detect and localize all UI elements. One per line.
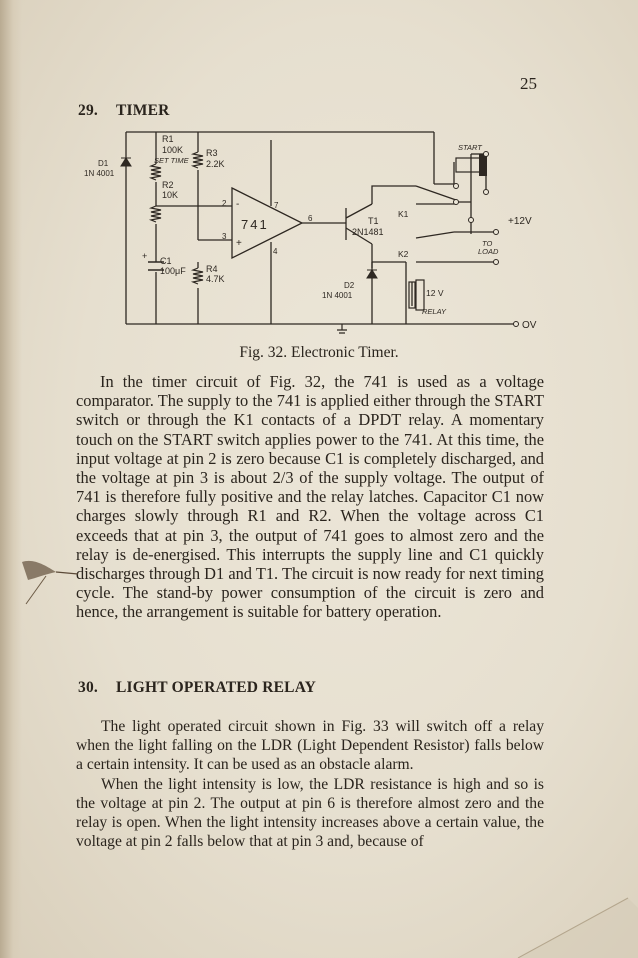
page-corner-fold xyxy=(498,878,638,958)
label-d1: D1 xyxy=(98,159,109,168)
label-r4: R4 xyxy=(206,264,218,274)
resistor-r2 xyxy=(151,206,161,222)
label-d2: D2 xyxy=(344,281,355,290)
timer-schematic xyxy=(76,122,556,348)
label-d2-part: 1N 4001 xyxy=(322,291,353,300)
section-heading-light-relay xyxy=(78,679,316,697)
label-to-load-2: LOAD xyxy=(478,247,499,256)
section-number: 29. xyxy=(78,102,98,119)
label-r3: R3 xyxy=(206,148,218,158)
label-pin3: 3 xyxy=(222,232,227,241)
label-inverting: - xyxy=(236,199,240,210)
paragraph-light-relay-intro: The light operated circuit shown in Fig. 33 will switch off a relay when the light falling on the LDR (Light Dependent Resistor) falls below a certain intensity. It can be used as an obstacle alarm. xyxy=(76,718,544,773)
section-title: LIGHT OPERATED RELAY xyxy=(115,679,317,696)
label-start: START xyxy=(458,143,482,152)
figure-caption: Fig. 32. Electronic Timer. xyxy=(239,344,399,361)
resistor-r3 xyxy=(193,152,203,168)
section-title: TIMER xyxy=(115,102,170,119)
label-k1: K1 xyxy=(398,209,409,219)
label-relay: RELAY xyxy=(422,307,447,316)
start-button-cap xyxy=(479,154,487,176)
resistor-r1 xyxy=(151,164,161,180)
label-relay-voltage: 12 V xyxy=(426,288,444,298)
section-number: 30. xyxy=(78,679,98,696)
label-pin4: 4 xyxy=(273,247,278,256)
label-c1: C1 xyxy=(160,256,172,266)
label-k2: K2 xyxy=(398,249,409,259)
insect-stain-icon xyxy=(16,548,86,608)
section-heading-timer xyxy=(78,102,170,120)
label-pin2: 2 xyxy=(222,199,227,208)
relay-core xyxy=(416,280,424,310)
label-r4-value: 4.7K xyxy=(206,274,225,284)
diode-d2 xyxy=(367,270,377,278)
label-r1-value: 100K xyxy=(162,145,184,155)
ground-icon xyxy=(337,324,347,333)
paragraph-timer-description: In the timer circuit of Fig. 32, the 741 is used as a voltage comparator. The supply to the 741 is applied either through the START switch or through the K1 contacts of a DPDT relay. A momentary touch on the START switch applies power to the 741. At this time, the input voltage at pin 2 is zero because C1 is completely discharged, and the voltage at pin 3 is about 2/3 of the supply voltage. The output of 741 is therefore fully positive and the relay latches. Capacitor C1 now charges slowly through R1 and R2. When the voltage across C1 exceeds that at pin 3, the output of 741 goes to almost zero and the relay is de-energised. This interrupts the supply line and C1 quickly discharges through D1 and T1. The circuit is now ready for next timing cycle. The stand-by power consumption of the circuit is zero and hence, the arrangement is suitable for battery operation. xyxy=(76,372,544,622)
label-r3-value: 2.2K xyxy=(206,159,225,169)
label-pin7: 7 xyxy=(274,201,279,210)
label-set-time: SET TIME xyxy=(154,156,189,165)
diode-d1 xyxy=(121,158,131,166)
label-c1-plus: + xyxy=(142,251,148,261)
label-opamp: 741 xyxy=(241,217,269,232)
label-t1-part: 2N1481 xyxy=(352,227,384,237)
page-number: 25 xyxy=(520,74,537,93)
label-noninverting: + xyxy=(236,238,242,249)
label-t1: T1 xyxy=(368,216,379,226)
label-r1: R1 xyxy=(162,134,174,144)
label-d1-part: 1N 4001 xyxy=(84,169,115,178)
label-c1-value: 100μF xyxy=(160,266,186,276)
label-supply-positive: +12V xyxy=(508,216,532,227)
paragraph-light-relay-operation: When the light intensity is low, the LDR resistance is high and so is the voltage at pin 2. The output at pin 6 is therefore almost zero and the relay is open. When the light intensity increases above a certain value, the voltage at pin 2 falls below that at pin 3 and, because of xyxy=(76,776,544,850)
label-r2-value: 10K xyxy=(162,190,179,200)
label-to-load-1: TO xyxy=(482,239,493,248)
page-binding-edge xyxy=(0,0,22,958)
label-ground: OV xyxy=(522,320,537,331)
label-pin6: 6 xyxy=(308,214,313,223)
resistor-r4 xyxy=(193,268,203,284)
label-r2: R2 xyxy=(162,180,174,190)
